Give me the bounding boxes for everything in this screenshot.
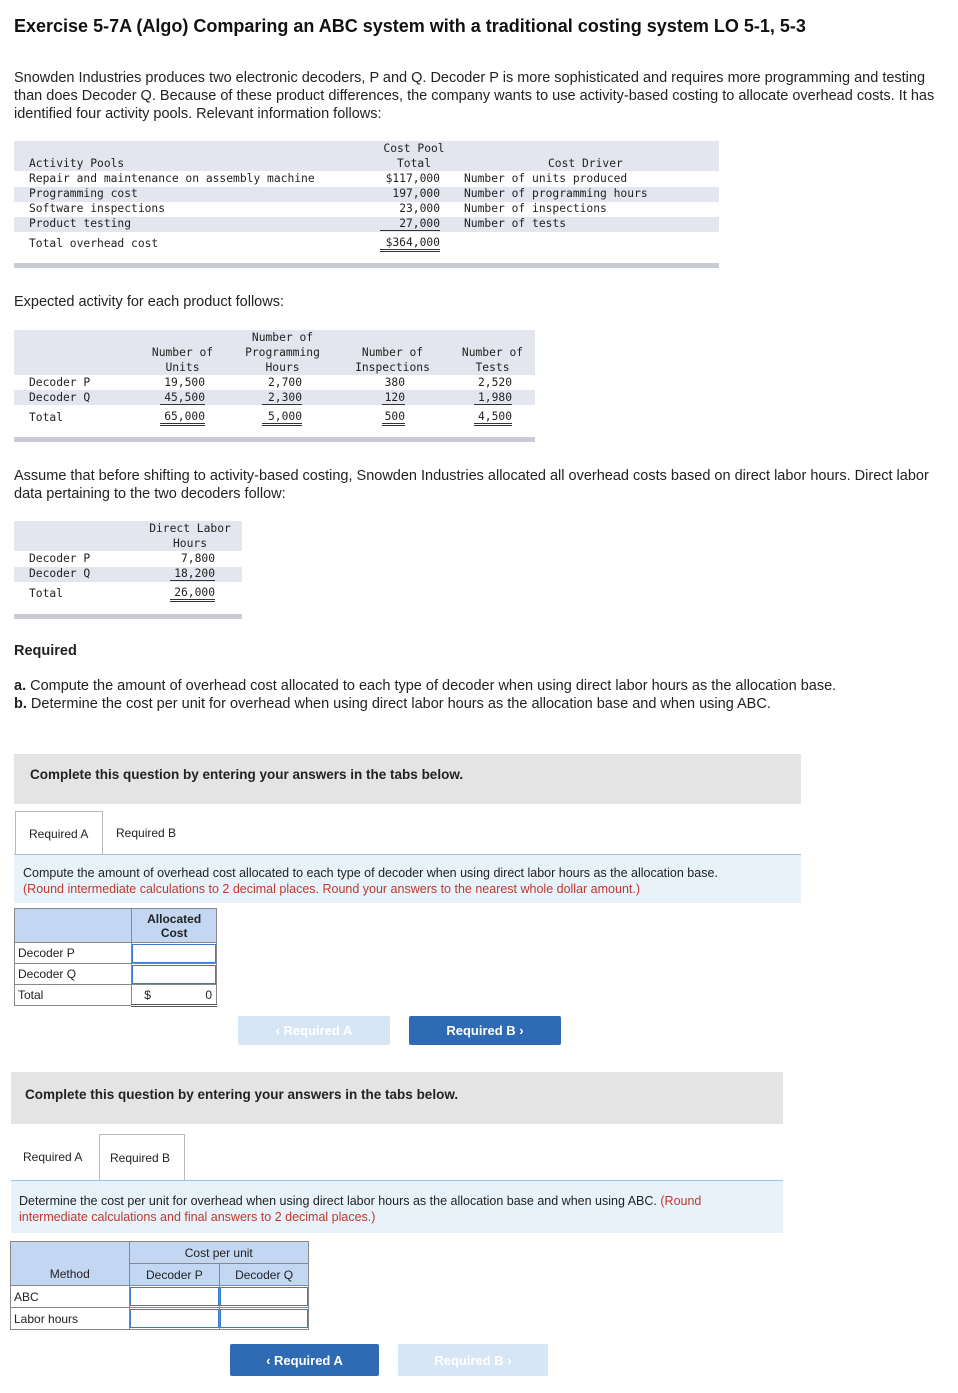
required-a <box>14 677 944 695</box>
prev-required-a-button[interactable]: ‹ Required A <box>230 1344 379 1376</box>
instruction-panel <box>11 1180 783 1233</box>
row-label: Labor hours <box>11 1308 130 1330</box>
row-label: Decoder Q <box>15 964 132 985</box>
decoder-p-header: Decoder P <box>129 1264 220 1286</box>
pool-driver: Number of units produced <box>464 172 628 185</box>
required-b-prefix: b. <box>14 696 27 712</box>
labor-row-label: Total <box>29 587 64 600</box>
activity-head-insp-2: Inspections <box>355 361 430 374</box>
activity-head-tests-2: Tests <box>475 361 510 374</box>
question-box-text: Complete this question by entering your answers in the tabs below. <box>30 767 464 782</box>
labor-head-1: Direct Labor <box>149 522 231 535</box>
pools-header-pool: Activity Pools <box>29 157 125 170</box>
abc-p-cell <box>129 1286 220 1308</box>
activity-row-label: Total <box>29 411 64 424</box>
labor-hours: 7,800 <box>180 552 215 565</box>
activity-head-prog-2: Programming <box>245 346 320 359</box>
instruction-panel <box>14 854 801 903</box>
tab-required-b[interactable] <box>99 1134 185 1181</box>
decoder-q-cost-cell <box>132 964 217 985</box>
required-heading: Required <box>14 643 77 659</box>
intro-text: Snowden Industries produces two electronic decoders, P and Q. Decoder P is more sophisticated and requires more programming and testing than does Decoder Q. Because of these product differences, the company wants to use activity-based costing to allocate overhead costs. It has identified four activity pools. Relevant information follows: <box>14 70 935 122</box>
labor-decoder-q-input[interactable] <box>220 1309 308 1328</box>
total-cost-cell <box>132 985 217 1006</box>
cost-per-unit-table <box>10 1241 309 1330</box>
pool-name: Programming cost <box>29 187 138 200</box>
decoder-q-cost-input[interactable] <box>132 965 216 984</box>
activity-head-prog-3: Hours <box>265 361 300 374</box>
required-a-prefix: a. <box>14 678 27 694</box>
assume-text: Assume that before shifting to activity-based costing, Snowden Industries allocated all overhead costs based on direct labor hours. Direct labor data pertaining to the two decoders follow: <box>14 468 929 502</box>
abc-q-cell <box>220 1286 309 1308</box>
activity-tests: 4,500 <box>474 410 512 426</box>
activity-tests: 2,520 <box>477 376 512 389</box>
activity-head-insp-1: Number of <box>361 346 424 359</box>
pool-name: Repair and maintenance on assembly machine <box>29 172 315 185</box>
labor-head-2: Hours <box>172 537 207 550</box>
pools-header-cost-1: Cost Pool <box>383 142 445 155</box>
activity-head-prog-1: Number of <box>251 331 314 344</box>
instruction-text: Compute the amount of overhead cost allocated to each type of decoder when using direct labor hours as the allocation base. <box>23 866 718 880</box>
pool-cost: 23,000 <box>399 202 440 215</box>
pool-driver: Number of programming hours <box>464 187 648 200</box>
tab-label: Required B <box>116 826 177 840</box>
pool-cost: 197,000 <box>392 187 440 200</box>
activity-prog: 2,300 <box>262 391 302 405</box>
activity-head-tests-1: Number of <box>461 346 524 359</box>
pool-name: Software inspections <box>29 202 166 215</box>
required-b-text: Determine the cost per unit for overhead when using direct labor hours as the allocation base and when using ABC. <box>26 696 771 712</box>
activity-units: 65,000 <box>160 410 205 426</box>
pool-cost: 27,000 <box>380 217 440 231</box>
question-box <box>11 1072 783 1124</box>
activity-head-units-1: Number of <box>151 346 214 359</box>
table-corner <box>15 909 132 943</box>
instruction-hint: (Round intermediate calculations to 2 decimal places. Round your answers to the nearest whole dollar amount.) <box>23 882 640 896</box>
activity-insp: 380 <box>384 376 405 389</box>
tab-required-a[interactable] <box>15 811 103 856</box>
next-required-b-button[interactable]: Required B › <box>409 1016 561 1045</box>
expected-label: Expected activity for each product follows: <box>14 294 284 310</box>
allocated-cost-header <box>132 909 217 943</box>
pool-driver: Number of tests <box>464 217 567 230</box>
abc-decoder-q-input[interactable] <box>220 1287 308 1306</box>
activity-insp: 500 <box>382 410 405 426</box>
pool-name: Product testing <box>29 217 132 230</box>
labor-p-cell <box>129 1308 220 1330</box>
required-a-text: Compute the amount of overhead cost allocated to each type of decoder when using direct labor hours as the allocation base. <box>26 678 837 694</box>
tab-required-a[interactable] <box>12 1134 96 1180</box>
pool-driver: Number of inspections <box>464 202 607 215</box>
activity-tests: 1,980 <box>474 391 512 405</box>
total-cost-value: 0 <box>205 988 212 1002</box>
row-label: Total <box>15 985 132 1006</box>
instruction-hint: (Round intermediate calculations and final answers to 2 decimal places.) <box>19 1194 702 1224</box>
labor-q-cell <box>220 1308 309 1330</box>
instruction-text: Determine the cost per unit for overhead when using direct labor hours as the allocation base and when using ABC. <box>19 1194 657 1208</box>
labor-decoder-p-input[interactable] <box>130 1309 220 1328</box>
decoder-p-cost-input[interactable] <box>132 944 216 963</box>
cost-per-unit-header: Cost per unit <box>129 1242 308 1264</box>
prev-required-a-button[interactable]: ‹ Required A <box>238 1016 390 1045</box>
pools-header-cost-2: Total <box>396 157 431 170</box>
activity-prog: 2,700 <box>267 376 302 389</box>
abc-decoder-p-input[interactable] <box>130 1287 220 1306</box>
question-box-text: Complete this question by entering your answers in the tabs below. <box>25 1087 459 1102</box>
activity-head-units-2: Units <box>165 361 200 374</box>
pools-header-driver: Cost Driver <box>548 157 623 170</box>
labor-hours: 26,000 <box>170 586 215 602</box>
allocated-cost-header-1: Allocated <box>147 911 202 926</box>
decoder-q-header: Decoder Q <box>220 1264 309 1286</box>
allocated-cost-table <box>14 908 217 1007</box>
activity-units: 45,500 <box>160 391 205 405</box>
activity-row-label: Decoder P <box>29 376 91 389</box>
page-title: Exercise 5-7A (Algo) Comparing an ABC system with a traditional costing system LO 5-1, 5-3 <box>14 16 806 36</box>
activity-row-label: Decoder Q <box>29 391 91 404</box>
next-required-b-button[interactable]: Required B › <box>398 1344 548 1376</box>
decoder-p-cost-cell <box>132 943 217 964</box>
tab-label: Required A <box>29 827 89 841</box>
question-box <box>14 754 801 804</box>
activity-insp: 120 <box>382 391 405 405</box>
tab-required-b[interactable] <box>104 811 190 855</box>
method-header: Method <box>11 1242 130 1286</box>
pools-total-value: $364,000 <box>380 236 440 252</box>
row-label: Decoder P <box>15 943 132 964</box>
required-b <box>14 695 944 713</box>
labor-row-label: Decoder Q <box>29 567 91 580</box>
pool-cost: $117,000 <box>385 172 440 185</box>
activity-units: 19,500 <box>164 376 205 389</box>
activity-prog: 5,000 <box>262 410 302 426</box>
labor-hours: 18,200 <box>170 567 215 581</box>
row-label: ABC <box>11 1286 130 1308</box>
allocated-cost-header-2: Cost <box>160 925 188 940</box>
tab-label: Required B <box>110 1151 171 1165</box>
currency-symbol: $ <box>144 988 151 1002</box>
labor-row-label: Decoder P <box>29 552 91 565</box>
pools-total-label: Total overhead cost <box>29 237 159 250</box>
tab-label: Required A <box>23 1150 83 1164</box>
